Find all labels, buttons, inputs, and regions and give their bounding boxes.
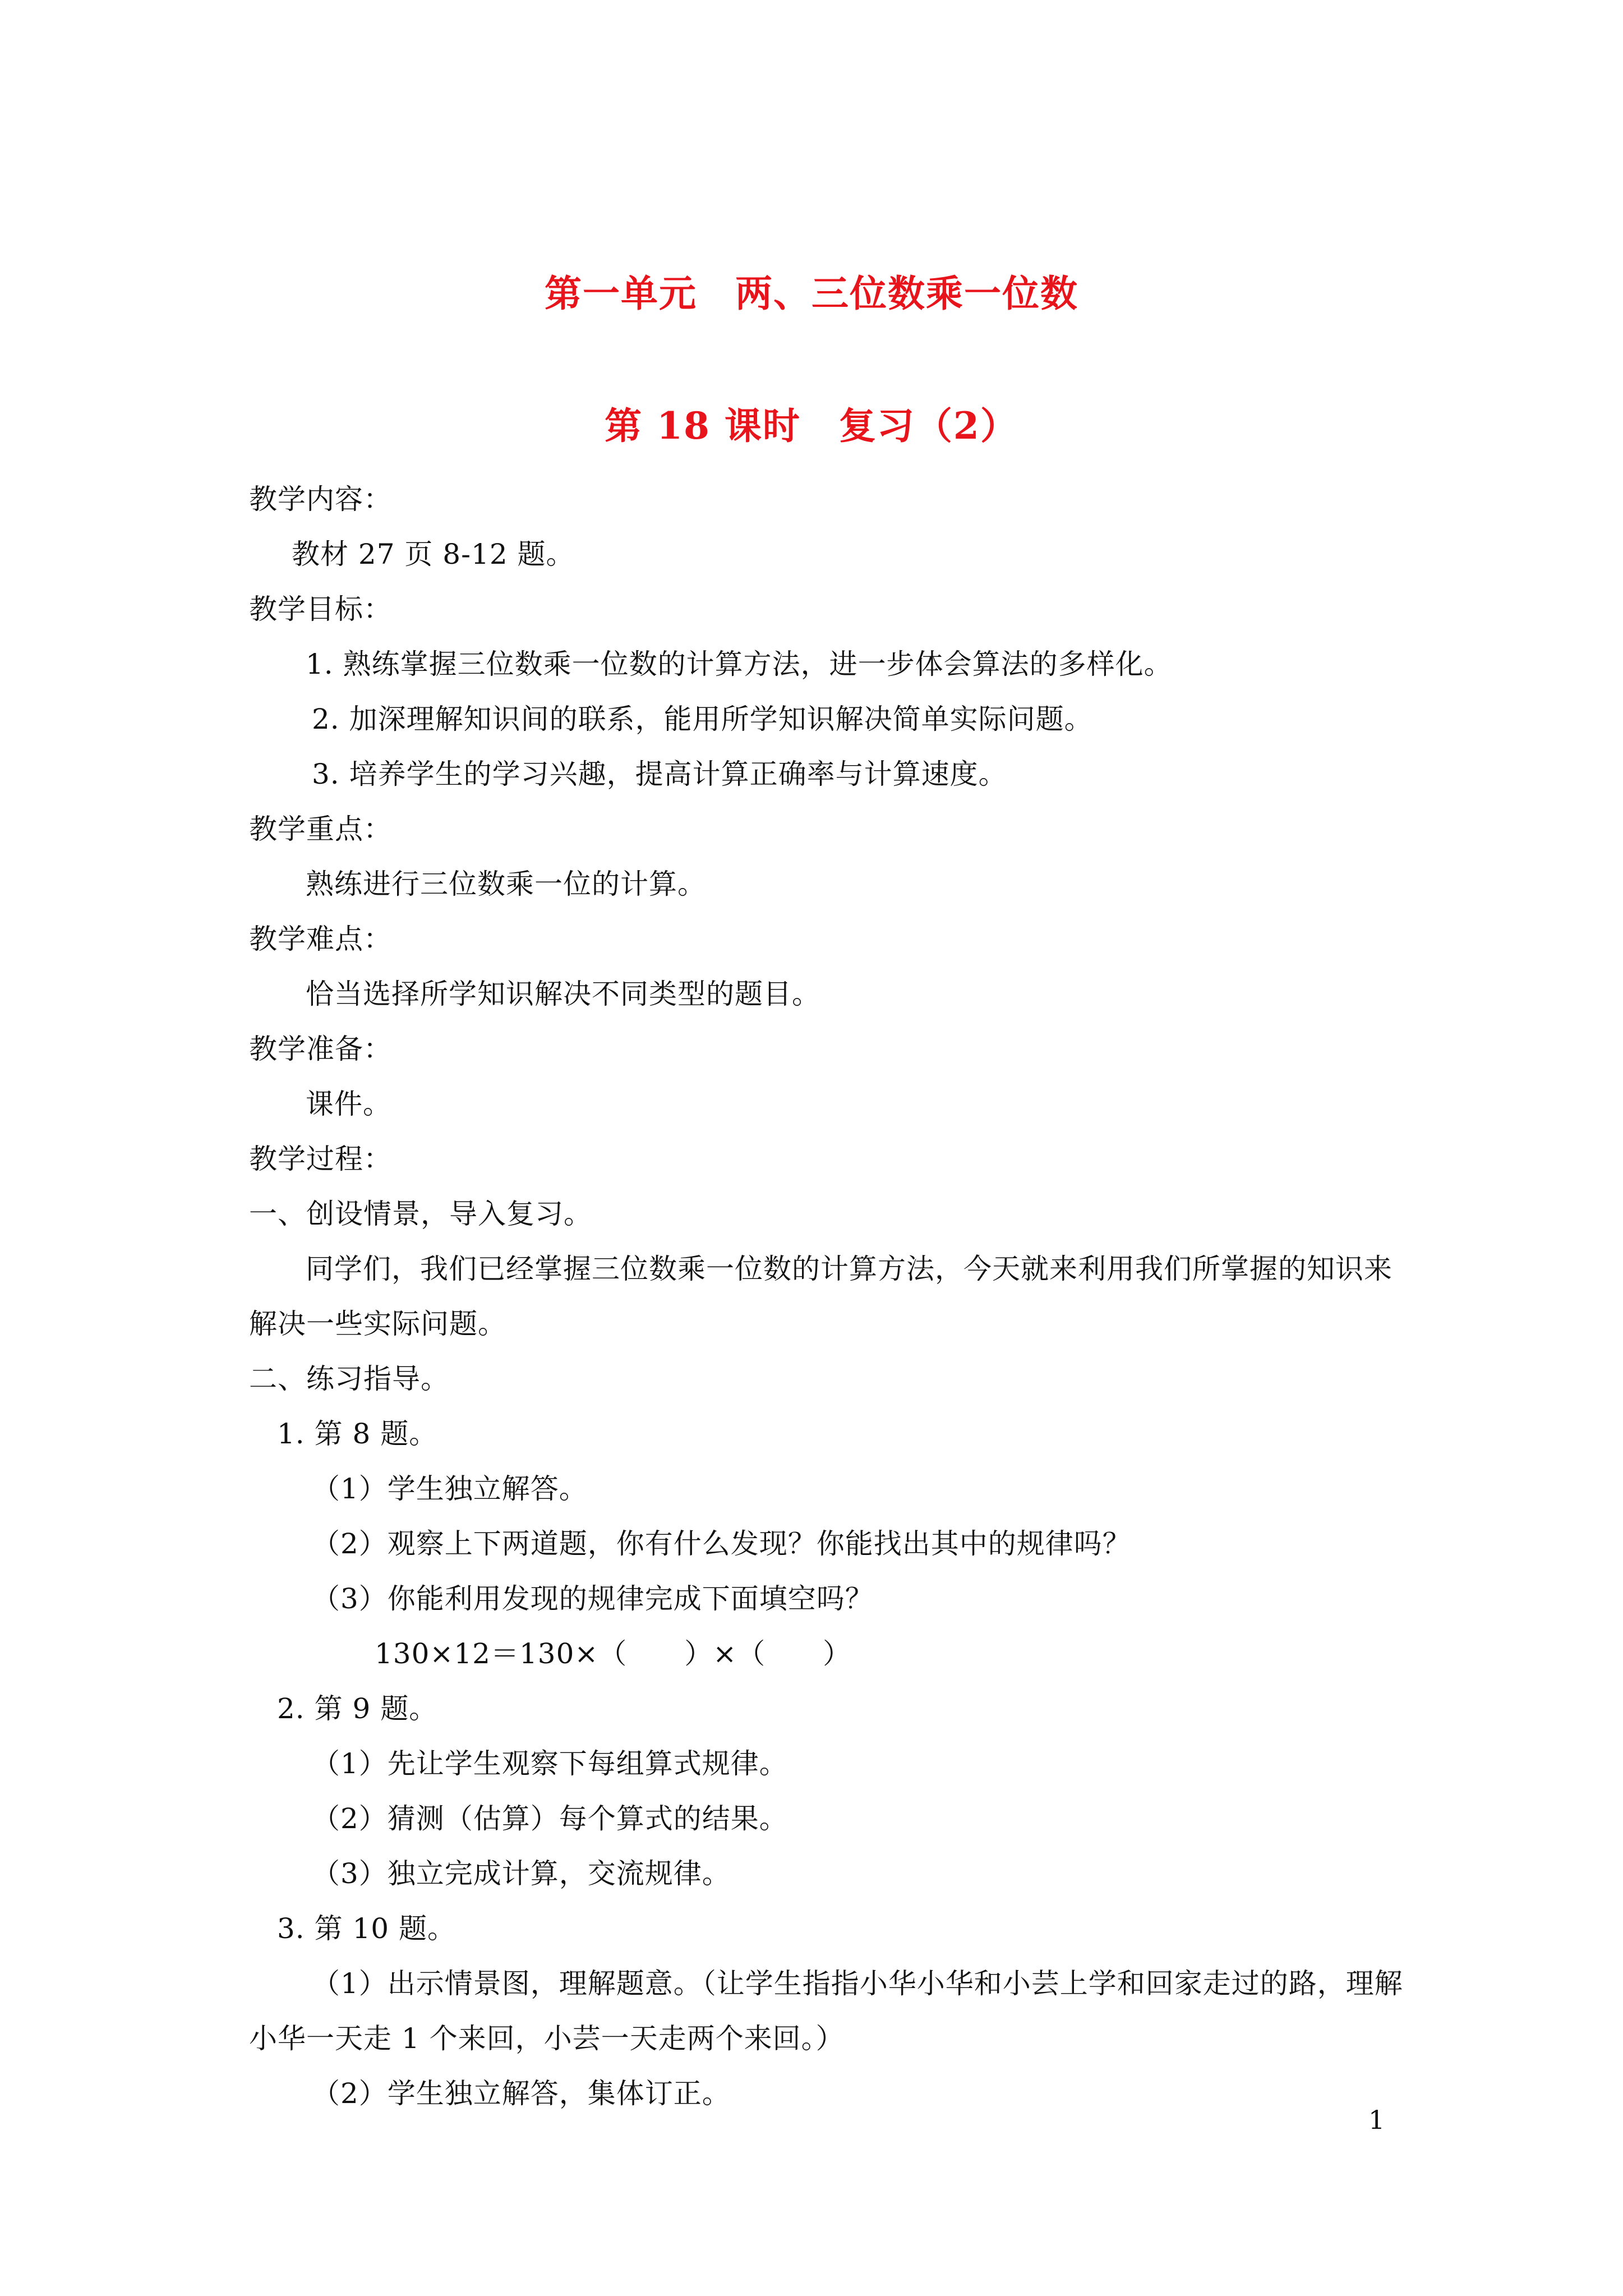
exercise-8-equation: 130×12＝130×（ ）×（ ） [375,1637,852,1670]
exercise-10-step-2: （2）学生独立解答，集体订正。 [312,2077,731,2110]
paragraph-intro-line-2: 解决一些实际问题。 [249,1308,506,1340]
heading-key-points: 教学重点： [249,813,392,845]
paragraph-difficulties: 恰当选择所学知识解决不同类型的题目。 [306,978,820,1010]
heading-teaching-content: 教学内容： [249,483,392,516]
exercise-10-step-1-line-1: （1）出示情景图，理解题意。（让学生指指小华小华和小芸上学和回家走过的路，理解 [312,1967,1403,2000]
page-number: 1 [1368,2105,1385,2135]
goal-item-3: 3. 培养学生的学习兴趣，提高计算正确率与计算速度。 [312,758,1007,790]
heading-teaching-goals: 教学目标： [249,593,392,625]
paragraph-textbook-pages: 教材 27 页 8-12 题。 [292,538,575,570]
heading-preparation: 教学准备： [249,1033,392,1065]
exercise-9-step-1: （1）先让学生观察下每组算式规律。 [312,1747,788,1780]
exercise-heading-9: 2. 第 9 题。 [277,1692,438,1725]
paragraph-key-points: 熟练进行三位数乘一位的计算。 [306,868,706,900]
exercise-heading-8: 1. 第 8 题。 [277,1418,438,1450]
heading-difficulties: 教学难点： [249,923,392,955]
goal-item-1: 1. 熟练掌握三位数乘一位数的计算方法，进一步体会算法的多样化。 [306,648,1173,680]
unit-title: 第一单元 两、三位数乘一位数 [545,272,1078,315]
goal-item-2: 2. 加深理解知识间的联系，能用所学知识解决简单实际问题。 [312,703,1093,735]
exercise-8-step-3: （3）你能利用发现的规律完成下面填空吗？ [312,1582,874,1615]
section-heading-2: 二、练习指导。 [249,1363,449,1395]
paragraph-preparation: 课件。 [306,1088,391,1120]
lesson-title: 第 18 课时 复习（2） [605,404,1018,448]
section-heading-1: 一、创设情景，导入复习。 [249,1198,592,1230]
heading-teaching-process: 教学过程： [249,1143,392,1175]
exercise-9-step-2: （2）猜测（估算）每个算式的结果。 [312,1802,788,1835]
exercise-9-step-3: （3）独立完成计算，交流规律。 [312,1857,731,1890]
exercise-10-step-1-line-2: 小华一天走 1 个来回，小芸一天走两个来回。） [249,2022,845,2055]
exercise-heading-10: 3. 第 10 题。 [277,1912,457,1945]
exercise-8-step-2: （2）观察上下两道题，你有什么发现？你能找出其中的规律吗？ [312,1527,1131,1560]
paragraph-intro-line-1: 同学们，我们已经掌握三位数乘一位数的计算方法，今天就来利用我们所掌握的知识来 [306,1253,1393,1285]
exercise-8-step-1: （1）学生独立解答。 [312,1473,588,1505]
